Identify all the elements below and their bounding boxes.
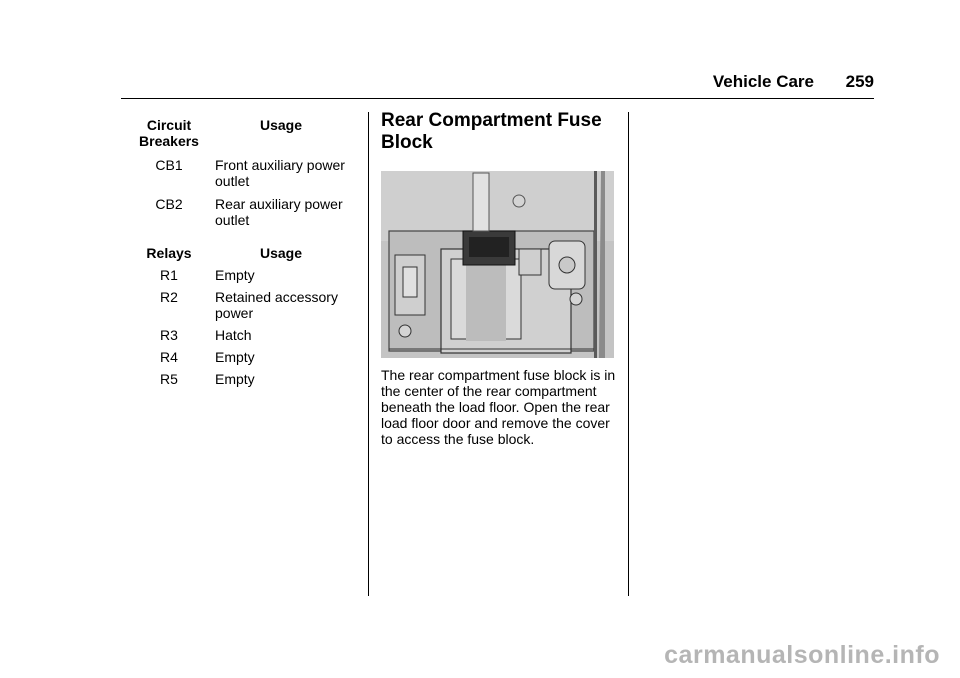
- relay-id: R2: [160, 289, 178, 305]
- table-row: [126, 371, 356, 387]
- relay-usage: Empty: [215, 371, 255, 387]
- breaker-usage: Front auxiliary power outlet: [215, 157, 345, 189]
- table-row: [126, 196, 356, 228]
- watermark: carmanualsonline.info: [664, 641, 940, 669]
- page-header: [0, 70, 960, 100]
- breaker-id: CB2: [155, 196, 183, 212]
- relay-usage: Empty: [215, 267, 255, 283]
- column-divider-left: [368, 112, 369, 596]
- relay-id: R4: [160, 349, 178, 365]
- relays-table: [126, 245, 356, 387]
- relay-usage: Retained accessory power: [215, 289, 338, 321]
- table-row: [126, 267, 356, 289]
- relay-usage: Empty: [215, 349, 255, 365]
- relay-usage: Hatch: [215, 327, 252, 343]
- table-row: [126, 349, 356, 371]
- breaker-id: CB1: [155, 157, 183, 173]
- relay-id: R3: [160, 327, 178, 343]
- table-header-usage: Usage: [260, 117, 303, 133]
- relay-id: R1: [160, 267, 178, 283]
- table-header-circuit-breakers: Circuit Breakers: [139, 117, 199, 149]
- section-title: Rear Compartment Fuse Block: [381, 110, 602, 153]
- circuit-breakers-table: [126, 117, 356, 228]
- table-row: [126, 327, 356, 349]
- page-number: 259: [845, 72, 874, 91]
- breaker-usage: Rear auxiliary power outlet: [215, 196, 343, 228]
- header-section-title: Vehicle Care: [712, 72, 814, 91]
- fuse-block-photo: [381, 171, 614, 358]
- relay-id: R5: [160, 371, 178, 387]
- section-body: The rear compartment fuse block is in the center of the rear compartment beneath the load floor. Open the rear load floor door and remove the cover to access the fuse block.: [381, 367, 616, 447]
- column-divider-right: [628, 112, 629, 596]
- table-row: [126, 289, 356, 327]
- table-row: [126, 157, 356, 196]
- header-rule: [121, 98, 874, 99]
- table-header-usage: Usage: [260, 245, 303, 261]
- table-header-relays: Relays: [146, 245, 192, 261]
